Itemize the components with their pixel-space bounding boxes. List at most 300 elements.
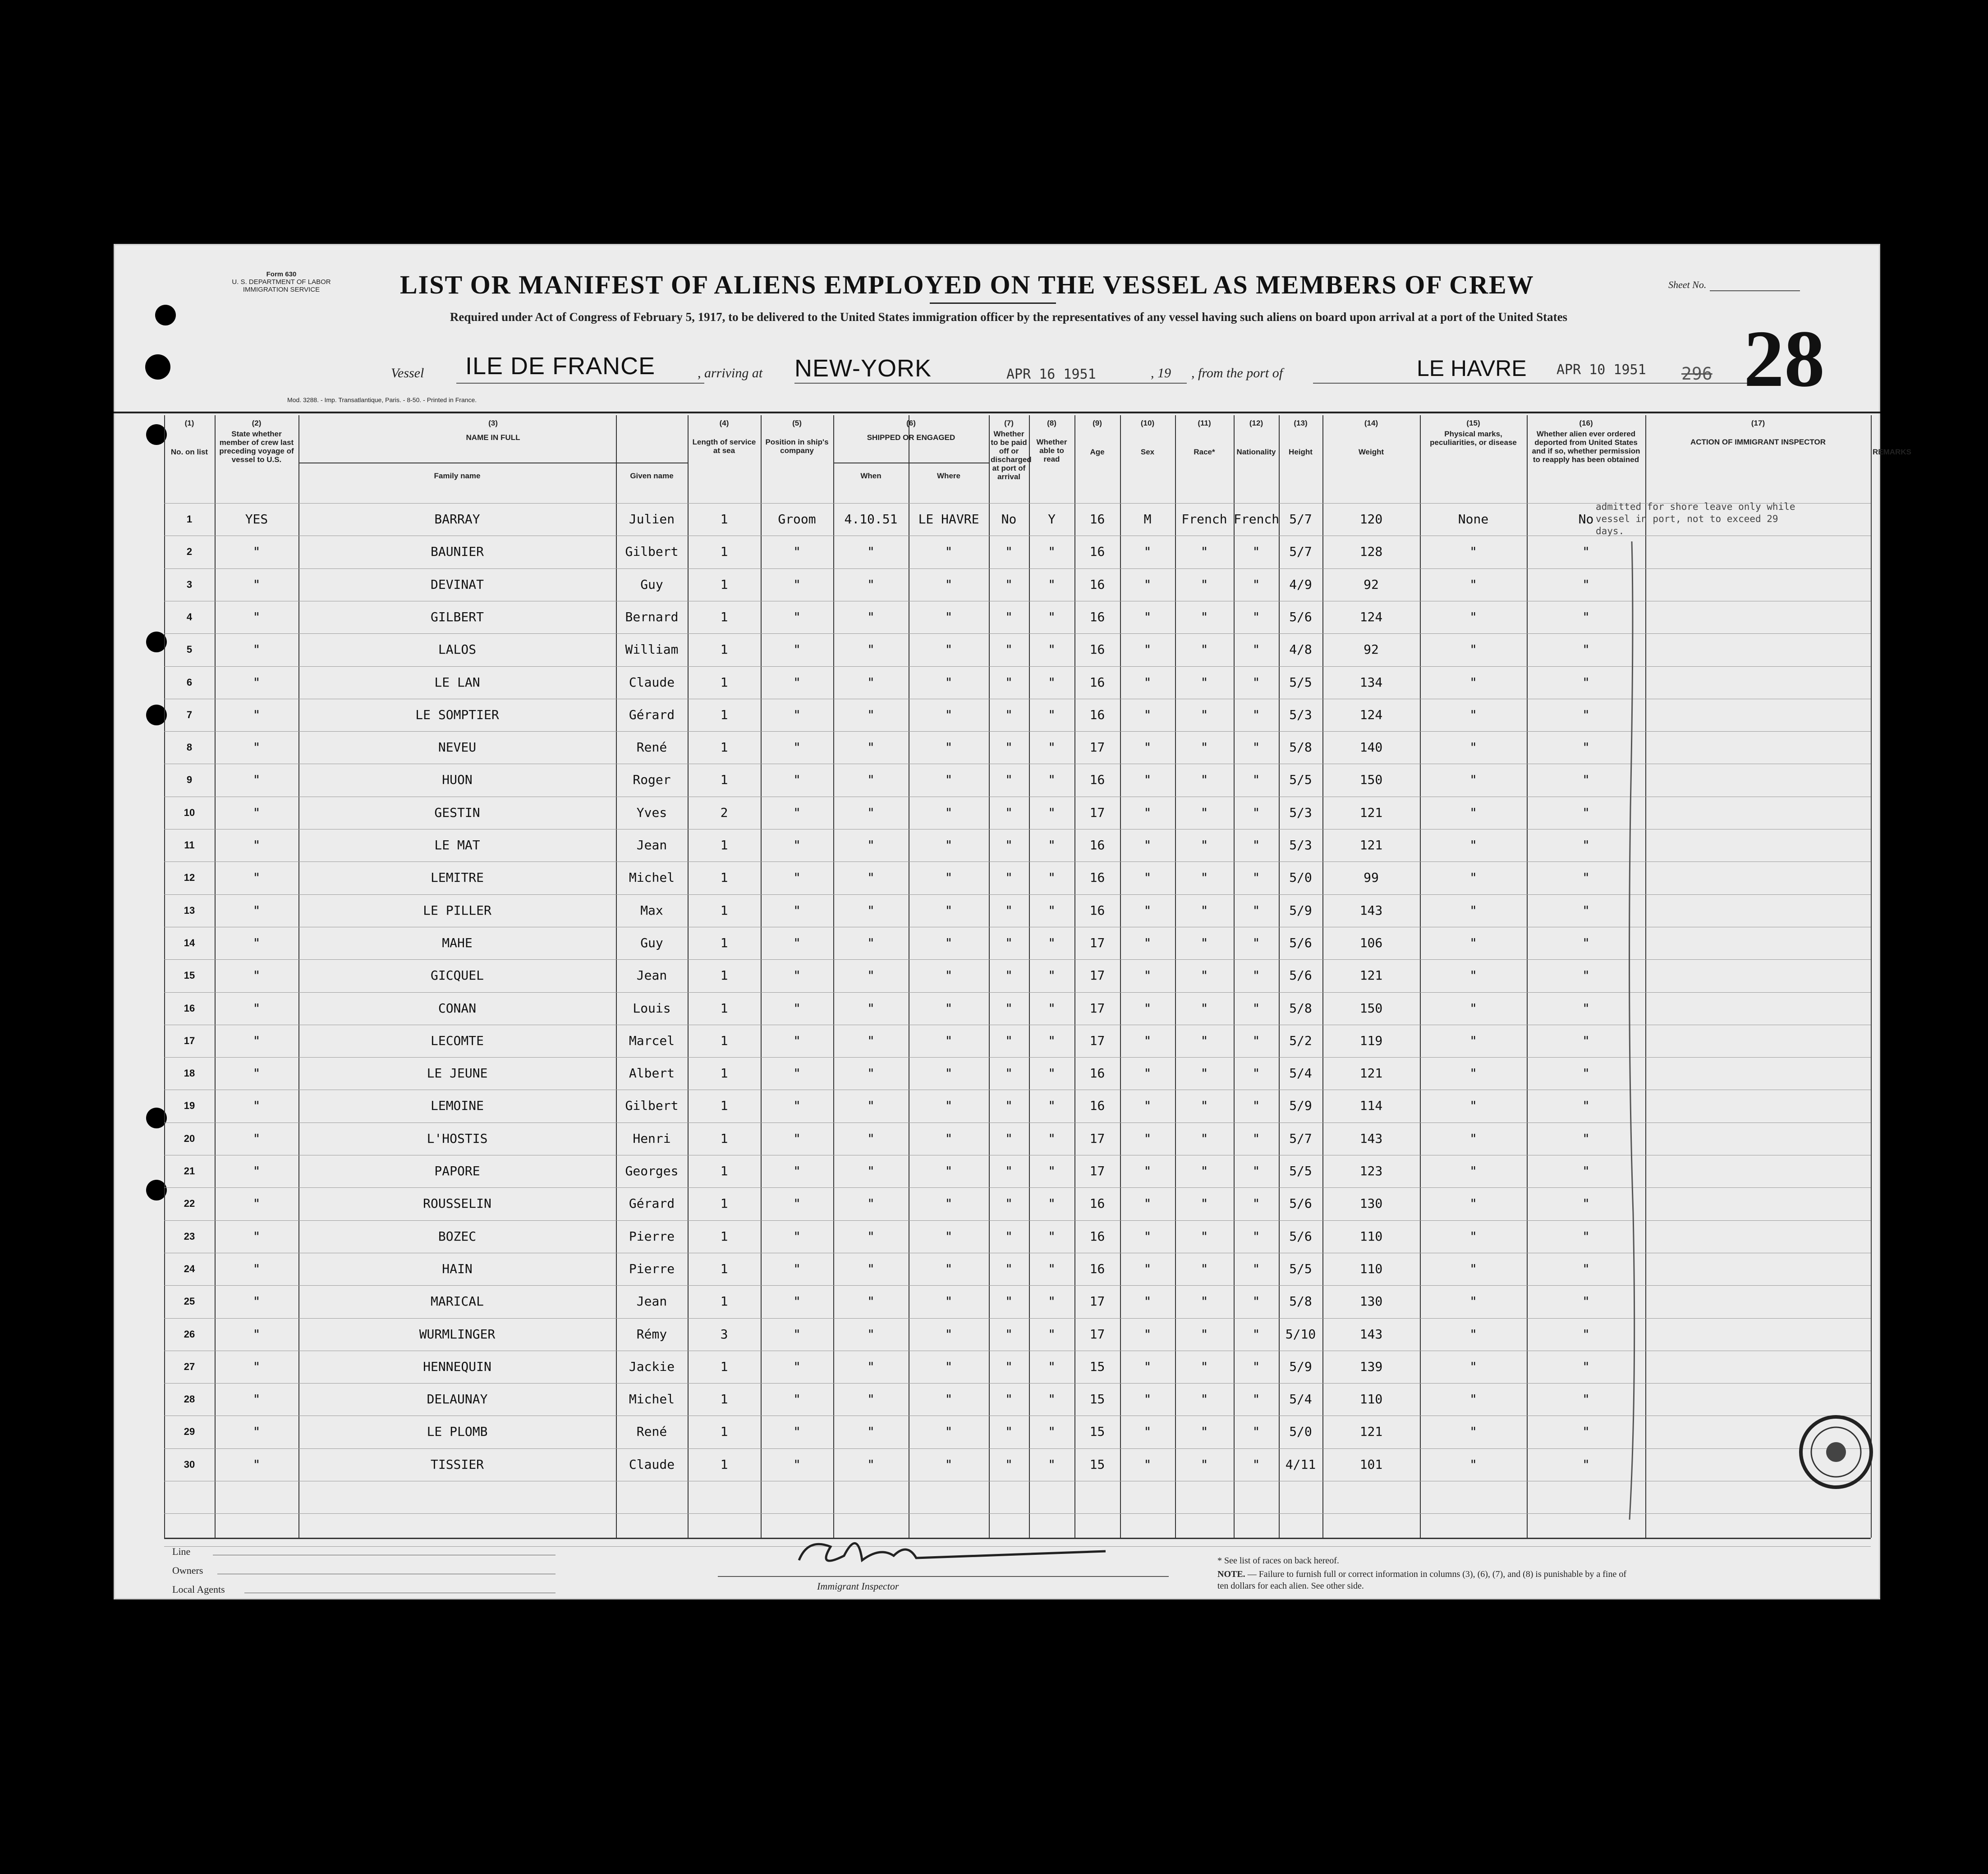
cell-where: " — [945, 903, 953, 918]
column-number: (1) — [184, 419, 194, 427]
cell-marks: " — [1469, 1326, 1477, 1342]
cell-family: PAPORE — [434, 1164, 480, 1178]
cell-position: " — [793, 1066, 801, 1081]
cell-age: 17 — [1089, 968, 1105, 983]
cell-when: " — [867, 870, 875, 885]
cell-nationality: " — [1252, 1196, 1260, 1211]
cell-weight: 110 — [1359, 1392, 1383, 1407]
cell-given: William — [625, 642, 679, 657]
cell-read: " — [1048, 1228, 1056, 1244]
cell-deported: " — [1582, 1131, 1590, 1146]
header-rule — [114, 412, 1880, 413]
cell-position: " — [793, 707, 801, 722]
cell-age: 17 — [1089, 935, 1105, 950]
cell-marks: " — [1469, 1000, 1477, 1016]
cell-deported: " — [1582, 642, 1590, 657]
column-header: REMARKS — [1873, 448, 1911, 456]
cell-prev: " — [253, 1066, 261, 1081]
cell-paid: " — [1005, 544, 1013, 559]
cell-weight: 121 — [1359, 805, 1383, 820]
cell-height: 4/11 — [1285, 1457, 1316, 1472]
cell-paid: " — [1005, 1326, 1013, 1342]
cell-nationality: " — [1252, 609, 1260, 624]
cell-no: 29 — [184, 1426, 195, 1438]
cell-service: 1 — [720, 1457, 728, 1472]
cell-paid: " — [1005, 1131, 1013, 1146]
cell-family: LE SOMPTIER — [415, 707, 499, 722]
column-number: (17) — [1751, 419, 1765, 427]
cell-race: " — [1200, 1098, 1208, 1113]
cell-sex: " — [1143, 1033, 1152, 1048]
cell-read: " — [1048, 577, 1056, 592]
column-number: (2) — [252, 419, 262, 427]
cell-no: 8 — [186, 742, 193, 753]
cell-when: " — [867, 935, 875, 950]
cell-deported: " — [1582, 805, 1590, 820]
cell-age: 16 — [1089, 1228, 1105, 1244]
cell-deported: " — [1582, 903, 1590, 918]
cell-age: 16 — [1089, 577, 1105, 592]
cell-deported: " — [1582, 707, 1590, 722]
cell-given: Albert — [629, 1066, 675, 1081]
cell-paid: " — [1005, 1098, 1013, 1113]
cell-family: ROUSSELIN — [423, 1196, 491, 1211]
cell-no: 20 — [184, 1132, 195, 1144]
column-number: (8) — [1047, 419, 1056, 427]
cell-deported: " — [1582, 740, 1590, 755]
inspector-signature — [790, 1520, 1196, 1583]
cell-race: " — [1200, 1294, 1208, 1309]
departure-date: APR 10 1951 — [1556, 362, 1646, 378]
cell-given: René — [636, 740, 667, 755]
cell-age: 16 — [1089, 1196, 1105, 1211]
cell-age: 16 — [1089, 707, 1105, 722]
form-service: IMMIGRATION SERVICE — [243, 286, 320, 293]
cell-sex: " — [1143, 1359, 1152, 1374]
cell-prev: " — [253, 577, 261, 592]
cell-paid: " — [1005, 805, 1013, 820]
cell-paid: " — [1005, 903, 1013, 918]
cell-given: Gilbert — [625, 1098, 679, 1113]
cell-given: Max — [640, 903, 663, 918]
column-header: Height — [1289, 448, 1313, 456]
cell-when: " — [867, 1164, 875, 1178]
cell-marks: " — [1469, 674, 1477, 690]
cell-race: " — [1200, 1228, 1208, 1244]
cell-service: 1 — [720, 1196, 728, 1211]
cell-read: " — [1048, 1326, 1056, 1342]
cell-race: " — [1200, 1164, 1208, 1178]
cell-weight: 124 — [1359, 609, 1383, 624]
cell-given: Julien — [629, 512, 675, 527]
cell-given: Jackie — [629, 1359, 675, 1374]
cell-when: " — [867, 1228, 875, 1244]
cell-race: " — [1200, 1033, 1208, 1048]
page-title: LIST OR MANIFEST OF ALIENS EMPLOYED ON THE VESSEL AS MEMBERS OF CREW — [400, 270, 1534, 299]
cell-read: " — [1048, 1066, 1056, 1081]
cell-age: 17 — [1089, 1000, 1105, 1016]
year-prefix: , 19 — [1151, 366, 1171, 380]
cell-race: " — [1200, 674, 1208, 690]
cell-family: LE MAT — [434, 838, 480, 852]
cell-nationality: " — [1252, 1033, 1260, 1048]
cell-sex: " — [1143, 1066, 1152, 1081]
cell-weight: 101 — [1359, 1457, 1383, 1472]
cell-weight: 121 — [1359, 1424, 1383, 1439]
cell-deported: " — [1582, 1392, 1590, 1407]
cell-where: " — [945, 968, 953, 983]
cell-sex: " — [1143, 1228, 1152, 1244]
cell-height: 5/5 — [1289, 772, 1312, 788]
cell-age: 16 — [1089, 512, 1105, 527]
cell-deported: " — [1582, 1196, 1590, 1211]
column-number: (10) — [1140, 419, 1155, 427]
cell-service: 1 — [720, 1000, 728, 1016]
cell-no: 17 — [184, 1035, 195, 1046]
cell-nationality: " — [1252, 772, 1260, 788]
cell-deported: No — [1578, 512, 1594, 527]
cell-height: 5/6 — [1289, 1196, 1312, 1211]
cell-paid: " — [1005, 772, 1013, 788]
column-number: (15) — [1466, 419, 1480, 427]
cell-position: " — [793, 1326, 801, 1342]
cell-prev: " — [253, 740, 261, 755]
cell-given: Gérard — [629, 707, 675, 722]
cell-marks: " — [1469, 1098, 1477, 1113]
cell-marks: " — [1469, 1424, 1477, 1439]
cell-no: 23 — [184, 1230, 195, 1242]
cell-family: DEVINAT — [430, 577, 484, 592]
cell-age: 16 — [1089, 1261, 1105, 1276]
cell-where: " — [945, 642, 953, 657]
line-label: Line — [172, 1546, 191, 1557]
crew-table — [164, 415, 1911, 1538]
cell-given: René — [636, 1424, 667, 1439]
cell-no: 9 — [186, 774, 193, 786]
cell-when: " — [867, 838, 875, 852]
cell-no: 25 — [184, 1296, 195, 1307]
cell-nationality: " — [1252, 1359, 1260, 1374]
cell-where: " — [945, 1164, 953, 1178]
cell-prev: " — [253, 609, 261, 624]
cell-nationality: " — [1252, 935, 1260, 950]
cell-read: " — [1048, 1131, 1056, 1146]
column-header: Position in ship's company — [765, 438, 829, 455]
cell-height: 4/9 — [1289, 577, 1312, 592]
cell-family: BARRAY — [434, 512, 480, 527]
cell-deported: " — [1582, 1457, 1590, 1472]
cell-deported: " — [1582, 772, 1590, 788]
cell-given: Bernard — [625, 609, 679, 624]
cell-service: 1 — [720, 838, 728, 852]
cell-age: 16 — [1089, 903, 1105, 918]
cell-prev: " — [253, 1392, 261, 1407]
cell-prev: " — [253, 1359, 261, 1374]
cell-family: BOZEC — [438, 1228, 477, 1244]
note-label: NOTE. — [1217, 1569, 1245, 1579]
cell-sex: " — [1143, 968, 1152, 983]
cell-sex: " — [1143, 707, 1152, 722]
cell-marks: " — [1469, 870, 1477, 885]
cell-nationality: " — [1252, 740, 1260, 755]
column-header: NAME IN FULL — [466, 433, 520, 442]
cell-race: " — [1200, 805, 1208, 820]
cell-marks: " — [1469, 642, 1477, 657]
cell-where: " — [945, 1359, 953, 1374]
cell-family: LEMOINE — [430, 1098, 484, 1113]
owners-label: Owners — [172, 1565, 203, 1576]
cell-position: " — [793, 740, 801, 755]
cell-age: 17 — [1089, 740, 1105, 755]
cell-where: " — [945, 838, 953, 852]
cell-nationality: " — [1252, 1326, 1260, 1342]
column-number: (9) — [1093, 419, 1102, 427]
cell-when: " — [867, 1000, 875, 1016]
column-header: SHIPPED OR ENGAGED — [867, 433, 955, 442]
cell-when: " — [867, 772, 875, 788]
cell-when: " — [867, 1131, 875, 1146]
cell-marks: " — [1469, 1131, 1477, 1146]
sheet-number: 28 — [1744, 314, 1825, 403]
cell-no: 13 — [184, 904, 195, 916]
cell-age: 16 — [1089, 642, 1105, 657]
cell-no: 15 — [184, 970, 195, 981]
column-number: (16) — [1579, 419, 1593, 427]
local-agents-label: Local Agents — [172, 1584, 225, 1595]
cell-given: Henri — [633, 1131, 671, 1146]
cell-nationality: " — [1252, 968, 1260, 983]
cell-position: Groom — [778, 512, 816, 527]
cell-weight: 130 — [1359, 1196, 1383, 1211]
cell-marks: " — [1469, 1294, 1477, 1309]
cell-weight: 119 — [1359, 1033, 1383, 1048]
cell-where: " — [945, 707, 953, 722]
sheet-no-line — [1710, 290, 1800, 291]
cell-age: 15 — [1089, 1457, 1105, 1472]
cell-when: " — [867, 1359, 875, 1374]
cell-marks: None — [1458, 512, 1489, 527]
cell-no: 26 — [184, 1328, 195, 1340]
cell-deported: " — [1582, 1424, 1590, 1439]
vessel-label: Vessel — [391, 366, 424, 380]
cell-no: 28 — [184, 1393, 195, 1405]
cell-nationality: " — [1252, 1424, 1260, 1439]
cell-race: " — [1200, 968, 1208, 983]
races-note: * See list of races on back hereof. — [1217, 1556, 1339, 1566]
cell-read: " — [1048, 1359, 1056, 1374]
cell-weight: 121 — [1359, 1066, 1383, 1081]
cell-no: 11 — [184, 839, 195, 851]
cell-family: L'HOSTIS — [427, 1131, 488, 1146]
cell-weight: 134 — [1359, 674, 1383, 690]
cell-no: 3 — [186, 578, 193, 590]
cell-prev: " — [253, 1326, 261, 1342]
cell-service: 1 — [720, 1131, 728, 1146]
cell-sex: " — [1143, 1131, 1152, 1146]
cell-service: 1 — [720, 512, 728, 527]
column-number: (4) — [719, 419, 729, 427]
cell-paid: " — [1005, 1261, 1013, 1276]
column-header: Weight — [1358, 448, 1384, 456]
cell-position: " — [793, 1000, 801, 1016]
cell-nationality: " — [1252, 1131, 1260, 1146]
cell-when: " — [867, 544, 875, 559]
manifest-sheet — [114, 244, 1911, 1599]
cell-no: 10 — [184, 806, 195, 818]
cell-nationality: " — [1252, 707, 1260, 722]
cell-where: " — [945, 1392, 953, 1407]
cell-height: 5/5 — [1289, 1261, 1312, 1276]
cell-given: Gilbert — [625, 544, 679, 559]
cell-no: 7 — [186, 709, 193, 720]
cell-service: 1 — [720, 1033, 728, 1048]
cell-read: " — [1048, 935, 1056, 950]
cell-paid: " — [1005, 642, 1013, 657]
cell-family: DELAUNAY — [427, 1392, 488, 1407]
cell-height: 5/0 — [1289, 1424, 1312, 1439]
cell-family: LE PLOMB — [427, 1424, 488, 1439]
cell-age: 16 — [1089, 609, 1105, 624]
cell-where: " — [945, 870, 953, 885]
cell-prev: " — [253, 674, 261, 690]
cell-weight: 124 — [1359, 707, 1383, 722]
cell-height: 5/7 — [1289, 544, 1312, 559]
cell-deported: " — [1582, 577, 1590, 592]
cell-height: 5/9 — [1289, 1359, 1312, 1374]
cell-nationality: " — [1252, 838, 1260, 852]
cell-height: 5/6 — [1289, 1228, 1312, 1244]
cell-service: 1 — [720, 1424, 728, 1439]
cell-sex: " — [1143, 1164, 1152, 1178]
cell-weight: 150 — [1359, 772, 1383, 788]
cell-family: GICQUEL — [430, 968, 484, 983]
cell-position: " — [793, 772, 801, 788]
cell-height: 5/5 — [1289, 1164, 1312, 1178]
vessel-name: ILE DE FRANCE — [465, 353, 656, 380]
cell-where: " — [945, 1228, 953, 1244]
cell-paid: " — [1005, 1424, 1013, 1439]
cell-weight: 123 — [1359, 1164, 1383, 1178]
cell-nationality: " — [1252, 1294, 1260, 1309]
cell-sex: " — [1143, 1098, 1152, 1113]
cell-paid: " — [1005, 674, 1013, 690]
cell-service: 1 — [720, 772, 728, 788]
cell-paid: " — [1005, 1066, 1013, 1081]
cell-paid: " — [1005, 609, 1013, 624]
cell-nationality: " — [1252, 544, 1260, 559]
cell-family: TISSIER — [430, 1457, 484, 1472]
cell-race: " — [1200, 935, 1208, 950]
cell-read: " — [1048, 1164, 1056, 1178]
cell-age: 17 — [1089, 805, 1105, 820]
cell-paid: " — [1005, 1164, 1013, 1178]
cell-paid: No — [1001, 512, 1017, 527]
cell-age: 15 — [1089, 1359, 1105, 1374]
cell-position: " — [793, 968, 801, 983]
cell-where: LE HAVRE — [918, 512, 979, 527]
cell-when: " — [867, 1457, 875, 1472]
cell-service: 1 — [720, 1066, 728, 1081]
cell-no: 18 — [184, 1068, 195, 1079]
cell-given: Louis — [633, 1000, 671, 1016]
cell-paid: " — [1005, 1359, 1013, 1374]
cell-height: 5/8 — [1289, 1294, 1312, 1309]
column-number: (7) — [1004, 419, 1014, 427]
cell-race: " — [1200, 903, 1208, 918]
cell-where: " — [945, 1000, 953, 1016]
cell-family: HUON — [442, 772, 473, 788]
cell-weight: 140 — [1359, 740, 1383, 755]
cell-height: 5/4 — [1289, 1392, 1312, 1407]
cell-given: Roger — [633, 772, 671, 788]
cell-nationality: French — [1234, 512, 1280, 527]
cell-position: " — [793, 544, 801, 559]
cell-age: 16 — [1089, 1066, 1105, 1081]
cell-deported: " — [1582, 1294, 1590, 1309]
cell-service: 1 — [720, 1164, 728, 1178]
cell-when: " — [867, 1098, 875, 1113]
cell-read: " — [1048, 544, 1056, 559]
cell-position: " — [793, 870, 801, 885]
title-underline — [930, 302, 1056, 304]
cell-deported: " — [1582, 1098, 1590, 1113]
cell-race: " — [1200, 1326, 1208, 1342]
cell-paid: " — [1005, 1457, 1013, 1472]
cell-sex: " — [1143, 740, 1152, 755]
cell-read: " — [1048, 1392, 1056, 1407]
cell-sex: " — [1143, 1000, 1152, 1016]
cell-given: Georges — [625, 1164, 679, 1178]
cell-read: " — [1048, 1196, 1056, 1211]
cell-marks: " — [1469, 577, 1477, 592]
cell-where: " — [945, 1424, 953, 1439]
cell-prev: " — [253, 707, 261, 722]
cell-weight: 121 — [1359, 968, 1383, 983]
cell-deported: " — [1582, 674, 1590, 690]
cell-marks: " — [1469, 544, 1477, 559]
cell-given: Marcel — [629, 1033, 675, 1048]
cell-nationality: " — [1252, 1457, 1260, 1472]
note-text: — Failure to furnish full or correct information in columns (3), (6), (7), and (8) is punishable by a fine of ten dollars for each alien. See other side. — [1217, 1569, 1627, 1591]
cell-given: Gérard — [629, 1196, 675, 1211]
cell-paid: " — [1005, 577, 1013, 592]
cell-sex: " — [1143, 1196, 1152, 1211]
cell-family: LECOMTE — [430, 1033, 484, 1048]
cell-read: " — [1048, 642, 1056, 657]
cell-service: 1 — [720, 870, 728, 885]
cell-deported: " — [1582, 1000, 1590, 1016]
cell-when: " — [867, 577, 875, 592]
cell-height: 5/7 — [1289, 1131, 1312, 1146]
cell-age: 16 — [1089, 1098, 1105, 1113]
cell-height: 5/7 — [1289, 512, 1312, 527]
cell-paid: " — [1005, 1000, 1013, 1016]
column-header: Whether able to read — [1036, 438, 1067, 463]
cell-given: Pierre — [629, 1261, 675, 1276]
cell-deported: " — [1582, 1066, 1590, 1081]
cell-no: 12 — [184, 872, 195, 884]
cell-where: " — [945, 805, 953, 820]
cell-height: 5/3 — [1289, 707, 1312, 722]
form-id-block — [214, 270, 349, 293]
cell-weight: 106 — [1359, 935, 1383, 950]
cell-height: 5/8 — [1289, 740, 1312, 755]
cell-weight: 139 — [1359, 1359, 1383, 1374]
cell-deported: " — [1582, 609, 1590, 624]
cell-marks: " — [1469, 1033, 1477, 1048]
cell-read: " — [1048, 772, 1056, 788]
cell-where: " — [945, 1066, 953, 1081]
